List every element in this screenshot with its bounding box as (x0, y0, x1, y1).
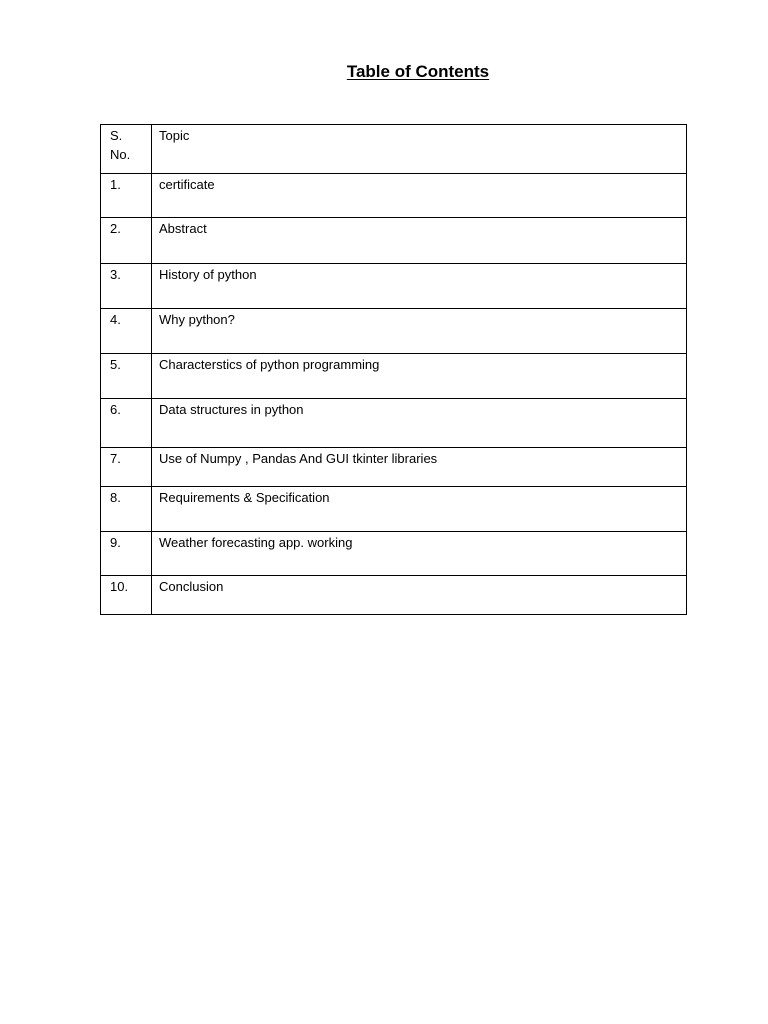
row-number: 2. (101, 218, 152, 264)
row-number: 9. (101, 532, 152, 576)
row-topic: Abstract (152, 218, 687, 264)
table-row (101, 354, 687, 399)
row-number: 4. (101, 309, 152, 354)
row-number: 1. (101, 174, 152, 218)
row-topic: Data structures in python (152, 399, 687, 448)
table-header-row (101, 125, 687, 174)
header-topic: Topic (152, 125, 687, 174)
table-row (101, 309, 687, 354)
row-topic: Conclusion (152, 576, 687, 615)
page-title: Table of Contents (346, 62, 490, 81)
table-row (101, 264, 687, 309)
row-topic: Requirements & Specification (152, 487, 687, 532)
table-row (101, 532, 687, 576)
row-number: 3. (101, 264, 152, 309)
row-number: 10. (101, 576, 152, 615)
table-row (101, 576, 687, 615)
table-row (101, 487, 687, 532)
row-topic: Why python? (152, 309, 687, 354)
table-row (101, 218, 687, 264)
row-topic: Use of Numpy , Pandas And GUI tkinter libraries (152, 448, 687, 487)
row-topic: certificate (152, 174, 687, 218)
contents-table (100, 124, 687, 615)
row-number: 5. (101, 354, 152, 399)
header-serial-number (101, 125, 152, 174)
row-number: 6. (101, 399, 152, 448)
row-number: 8. (101, 487, 152, 532)
table-row (101, 399, 687, 448)
row-topic: Weather forecasting app. working (152, 532, 687, 576)
table-row (101, 448, 687, 487)
row-topic: Characterstics of python programming (152, 354, 687, 399)
row-number: 7. (101, 448, 152, 487)
header-serial-line1: S. (110, 128, 123, 143)
row-topic: History of python (152, 264, 687, 309)
table-row (101, 174, 687, 218)
header-serial-line2: No. (110, 147, 131, 162)
